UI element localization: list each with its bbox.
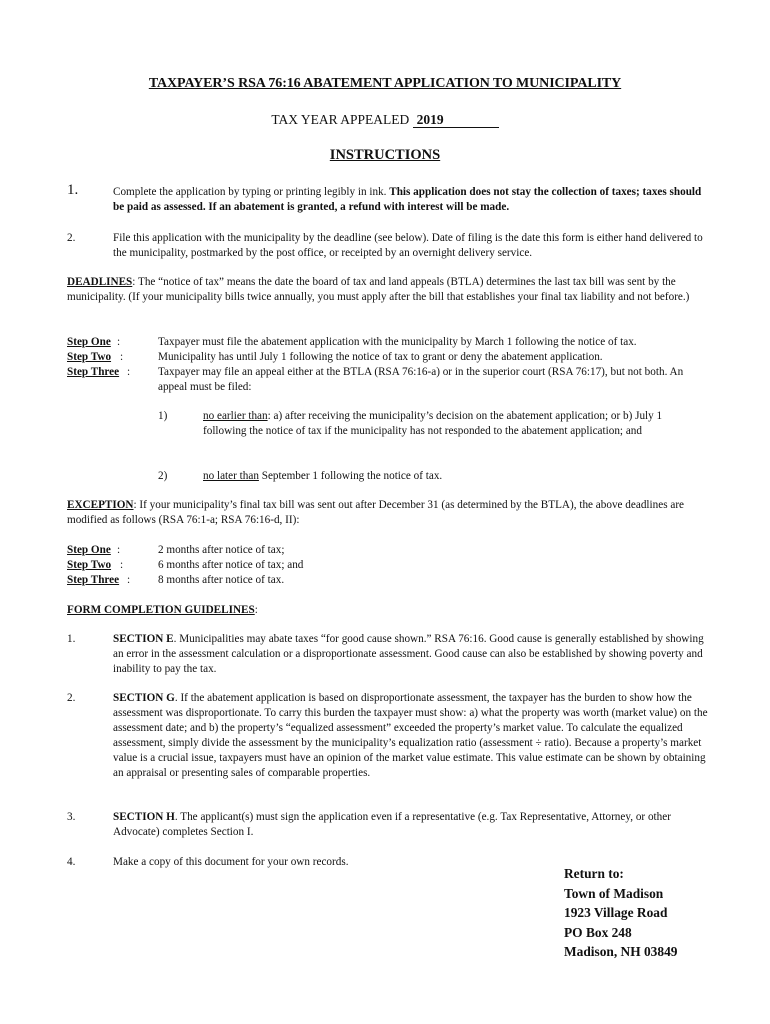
- exception-step-label: Step Three: [67, 574, 120, 586]
- exception-step-label: Step Two: [67, 559, 112, 571]
- step-text: Taxpayer may file an appeal either at the BTLA (RSA 76:16-a) or in the superior court (RSA 76:17), but not both. An appeal must be filed:: [158, 366, 684, 393]
- exception-text: : If your municipality’s final tax bill was sent out after December 31 (as determined by the BTLA), the above deadlines are modified as follows (RSA 76:1-a; RSA 76:16-d, II):: [67, 499, 685, 526]
- item-text-bold: This application does not stay the collection of taxes; taxes should be paid as assessed. If an abatement is granted, a refund with interest will be made.: [113, 186, 702, 213]
- item-text: File this application with the municipality by the deadline (see below). Date of filing is the date this form is either hand delivered to the municipality, postmarked by the post office, or receipted by an overnight delivery service.: [113, 232, 703, 259]
- deadlines-label: DEADLINES: [67, 276, 133, 288]
- guideline-text: SECTION E. Municipalities may abate taxes “for good cause shown.” RSA 76:16. Good cause is generally established by showing an error in the assessment calculation or a disproportionate assessment. Good cause can also be established by showing poverty and inability to pay the tax.: [113, 633, 704, 675]
- guideline-number: 4.: [67, 856, 76, 868]
- form-title: TAXPAYER’S RSA 76:16 ABATEMENT APPLICATION TO MUNICIPALITY: [148, 76, 622, 91]
- exception-step-text: 2 months after notice of tax;: [158, 544, 285, 556]
- deadlines-paragraph: [67, 275, 702, 305]
- condition-number: 1): [158, 410, 168, 422]
- item-text: [113, 185, 713, 215]
- tax-year-line: [0, 112, 770, 128]
- guideline-number: 2.: [67, 692, 76, 704]
- return-line: 1923 Village Road: [564, 905, 668, 920]
- exception-paragraph: [67, 498, 702, 528]
- return-line: Madison, NH 03849: [564, 944, 678, 959]
- guideline-text: SECTION G. If the abatement application is based on disproportionate assessment, the taxpayer has the burden to show how the assessment was disproportionate. To carry this burden the taxpayer must show: a) what the property was worth (market value) on the assessment date; and b) the property’s “equalized assessment” exceeded the property’s market value. To calculate the equalized assessment, simply divide the assessment by the municipality’s equalization ratio (assessment ÷ ratio). Because a property’s market value is a crucial issue, taxpayers must have an opinion of the market value estimate. This value estimate can be shown by obtaining an appraisal or presenting sales of comparable properties.: [113, 692, 708, 779]
- guideline-number: 1.: [67, 633, 76, 645]
- step-label: Step Three: [67, 366, 120, 378]
- condition-number: 2): [158, 470, 168, 482]
- exception-step-text: 6 months after notice of tax; and: [158, 559, 304, 571]
- tax-year-value: 2019: [413, 113, 499, 128]
- guideline-text: SECTION H. The applicant(s) must sign the application even if a representative (e.g. Tax Representative, Attorney, or other Advocate) completes Section I.: [113, 811, 671, 838]
- exception-label: EXCEPTION: [67, 499, 134, 511]
- item-number: 1.: [67, 182, 79, 198]
- return-line: Return to:: [564, 866, 624, 881]
- item-number: 2.: [67, 232, 76, 244]
- deadlines-text: : The “notice of tax” means the date the board of tax and land appeals (BTLA) determines the last tax bill was sent by the municipality. (If your municipality bills twice annually, you must apply after the bill that establishes your final tax liability and not before.): [67, 276, 690, 303]
- return-address: [564, 864, 677, 962]
- item-text-plain: Complete the application by typing or printing legibly in ink.: [113, 186, 387, 198]
- tax-year-label: TAX YEAR APPEALED: [271, 112, 410, 127]
- guidelines-heading: FORM COMPLETION GUIDELINES:: [67, 604, 258, 616]
- instructions-heading: INSTRUCTIONS: [329, 147, 441, 163]
- return-line: Town of Madison: [564, 885, 664, 901]
- step-text: Taxpayer must file the abatement application with the municipality by March 1 following the notice of tax.: [158, 336, 637, 348]
- guideline-number: 3.: [67, 811, 76, 823]
- step-label: Step Two: [67, 351, 112, 363]
- step-label: Step One: [67, 336, 111, 348]
- guideline-text: Make a copy of this document for your own records.: [113, 856, 349, 868]
- exception-step-text: 8 months after notice of tax.: [158, 574, 285, 586]
- condition-text: no later than September 1 following the notice of tax.: [203, 470, 443, 482]
- exception-step-label: Step One: [67, 544, 111, 556]
- step-text: Municipality has until July 1 following the notice of tax to grant or deny the abatement application.: [158, 351, 603, 363]
- condition-text: no earlier than: a) after receiving the municipality’s decision on the abatement application; or b) July 1 following the notice of tax if the municipality has not responded to the abatement application; and: [203, 410, 663, 437]
- return-line: PO Box 248: [564, 924, 632, 940]
